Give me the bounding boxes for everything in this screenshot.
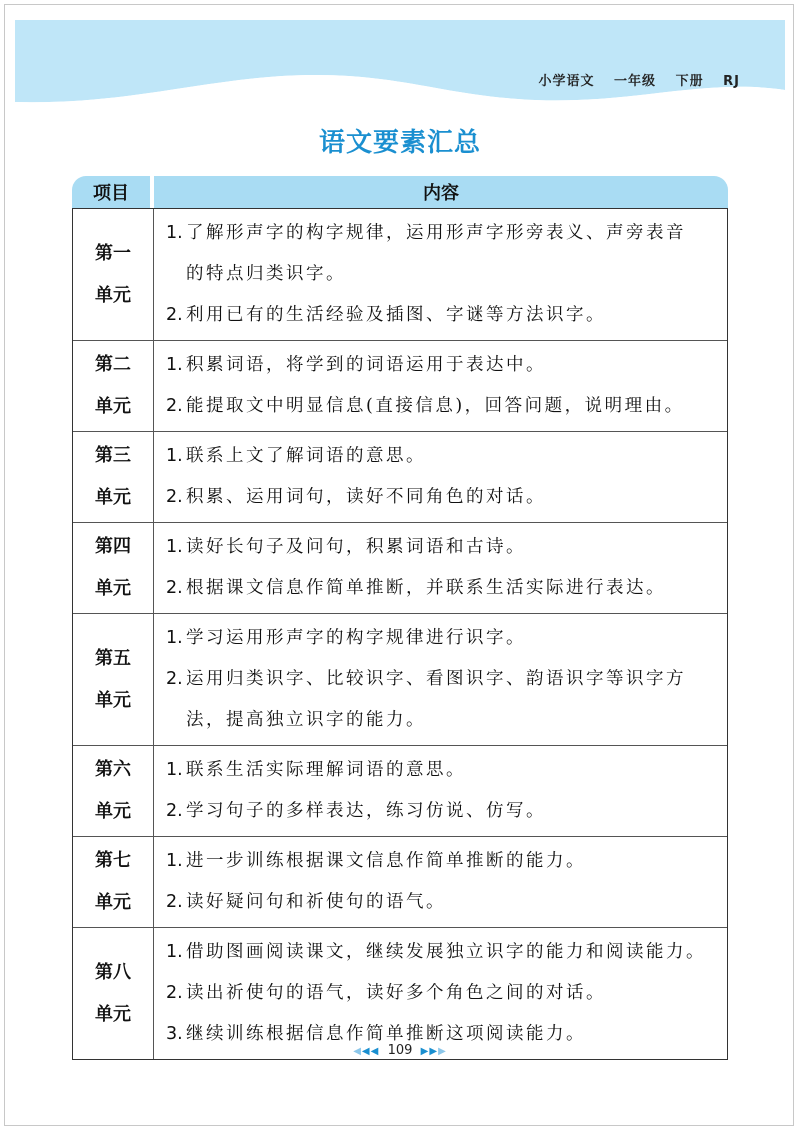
unit-label-ordinal: 第一 [95, 242, 131, 264]
item-number: 1. [166, 446, 183, 466]
unit-cell [73, 928, 154, 1059]
content-cell [154, 614, 727, 745]
header-cell-content: 内容 [154, 176, 728, 208]
unit-label-ordinal: 第二 [95, 354, 131, 375]
content-cell [154, 209, 727, 340]
prev-arrows-icon: ◀ [353, 1046, 362, 1057]
item-number: 2. [166, 892, 183, 912]
item-text: 能提取文中明显信息(直接信息)，回答问题，说明理由。 [186, 396, 685, 416]
table-row [73, 340, 727, 431]
unit-label-ordinal: 第三 [95, 445, 131, 466]
content-line [166, 436, 717, 477]
content-line [166, 841, 717, 882]
item-text: 学习句子的多样表达，练习仿说、仿写。 [186, 801, 546, 821]
unit-cell [73, 523, 154, 613]
header-wave-banner [15, 20, 785, 105]
unit-cell [73, 837, 154, 927]
header-grade: 一年级 [614, 74, 657, 89]
unit-label-ordinal: 第八 [95, 961, 131, 983]
unit-cell [73, 614, 154, 745]
item-number [166, 700, 186, 741]
item-text: 根据课文信息作简单推断，并联系生活实际进行表达。 [186, 578, 666, 598]
content-line [166, 386, 717, 427]
item-number: 2. [166, 487, 183, 507]
item-number: 2. [166, 669, 183, 689]
content-line [166, 882, 717, 923]
content-line [166, 213, 717, 254]
content-line [166, 791, 717, 832]
page-number: 109 [387, 1043, 413, 1058]
content-line [166, 659, 717, 700]
content-line [166, 295, 717, 336]
content-line [166, 345, 717, 386]
header-cell-item: 项目 [72, 176, 150, 208]
item-text: 法，提高独立识字的能力。 [186, 710, 426, 730]
item-number: 1. [166, 760, 183, 780]
page-footer [0, 1043, 800, 1058]
item-text: 积累词语，将学到的词语运用于表达中。 [186, 355, 546, 375]
content-line [166, 973, 717, 1014]
item-number: 2. [166, 305, 183, 325]
content-cell [154, 837, 727, 927]
table-row [73, 836, 727, 927]
unit-label-word: 单元 [95, 892, 131, 913]
item-text: 利用已有的生活经验及插图、字谜等方法识字。 [186, 305, 606, 325]
content-line [166, 568, 717, 609]
item-text: 借助图画阅读课文，继续发展独立识字的能力和阅读能力。 [186, 942, 706, 962]
unit-label-word: 单元 [95, 487, 131, 508]
item-text: 读好疑问句和祈使句的语气。 [186, 892, 446, 912]
table-row [73, 431, 727, 522]
item-text: 读好长句子及问句，积累词语和古诗。 [186, 537, 526, 557]
prev-arrows-icon-2: ◀◀ [361, 1046, 380, 1057]
header-volume: 下册 [675, 74, 704, 89]
table-row [73, 613, 727, 745]
unit-label-word: 单元 [95, 1003, 131, 1025]
header-edition: RJ [723, 74, 740, 89]
content-cell [154, 928, 727, 1059]
content-line [166, 477, 717, 518]
item-text: 运用归类识字、比较识字、看图识字、韵语识字等识字方 [186, 669, 686, 689]
unit-label-word: 单元 [95, 578, 131, 599]
item-number: 2. [166, 983, 183, 1003]
unit-label-word: 单元 [95, 396, 131, 417]
content-line [166, 750, 717, 791]
table-row [73, 522, 727, 613]
item-number: 1. [166, 537, 183, 557]
unit-label-ordinal: 第五 [95, 647, 131, 669]
summary-table [72, 176, 728, 1044]
item-text: 继续训练根据信息作简单推断这项阅读能力。 [186, 1024, 586, 1044]
item-text: 读出祈使句的语气，读好多个角色之间的对话。 [186, 983, 606, 1003]
header-subject: 小学语文 [538, 74, 595, 89]
unit-label-ordinal: 第六 [95, 759, 131, 780]
content-line [166, 932, 717, 973]
unit-cell [73, 746, 154, 836]
content-cell [154, 341, 727, 431]
table-row [73, 927, 727, 1059]
item-number: 1. [166, 851, 183, 871]
content-line [166, 700, 717, 741]
content-cell [154, 523, 727, 613]
content-cell [154, 432, 727, 522]
item-number: 1. [166, 628, 183, 648]
item-text: 学习运用形声字的构字规律进行识字。 [186, 628, 526, 648]
item-number: 1. [166, 355, 183, 375]
content-line [166, 254, 717, 295]
item-text: 了解形声字的构字规律，运用形声字形旁表义、声旁表音 [186, 223, 686, 243]
next-arrows-icon-2: ▶ [438, 1046, 447, 1057]
item-text: 联系上文了解词语的意思。 [186, 446, 426, 466]
item-number: 2. [166, 801, 183, 821]
content-line [166, 527, 717, 568]
item-number: 3. [166, 1024, 183, 1044]
unit-cell [73, 432, 154, 522]
content-line [166, 618, 717, 659]
table-row [73, 209, 727, 340]
item-number [166, 254, 186, 295]
table-header [72, 176, 728, 208]
item-number: 2. [166, 578, 183, 598]
table-body [72, 208, 728, 1060]
next-arrows-icon: ▶▶ [420, 1046, 439, 1057]
item-text: 联系生活实际理解词语的意思。 [186, 760, 466, 780]
unit-label-word: 单元 [95, 284, 131, 306]
unit-label-word: 单元 [95, 801, 131, 822]
item-number: 1. [166, 223, 183, 243]
table-row [73, 745, 727, 836]
header-meta [525, 70, 741, 89]
unit-cell [73, 341, 154, 431]
item-text: 进一步训练根据课文信息作简单推断的能力。 [186, 851, 586, 871]
content-cell [154, 746, 727, 836]
item-number: 1. [166, 942, 183, 962]
item-text: 的特点归类识字。 [186, 264, 346, 284]
item-number: 2. [166, 396, 183, 416]
item-text: 积累、运用词句，读好不同角色的对话。 [186, 487, 546, 507]
unit-label-ordinal: 第七 [95, 850, 131, 871]
page-title: 语文要素汇总 [318, 128, 481, 158]
unit-label-word: 单元 [95, 689, 131, 711]
unit-label-ordinal: 第四 [95, 536, 131, 557]
unit-cell [73, 209, 154, 340]
